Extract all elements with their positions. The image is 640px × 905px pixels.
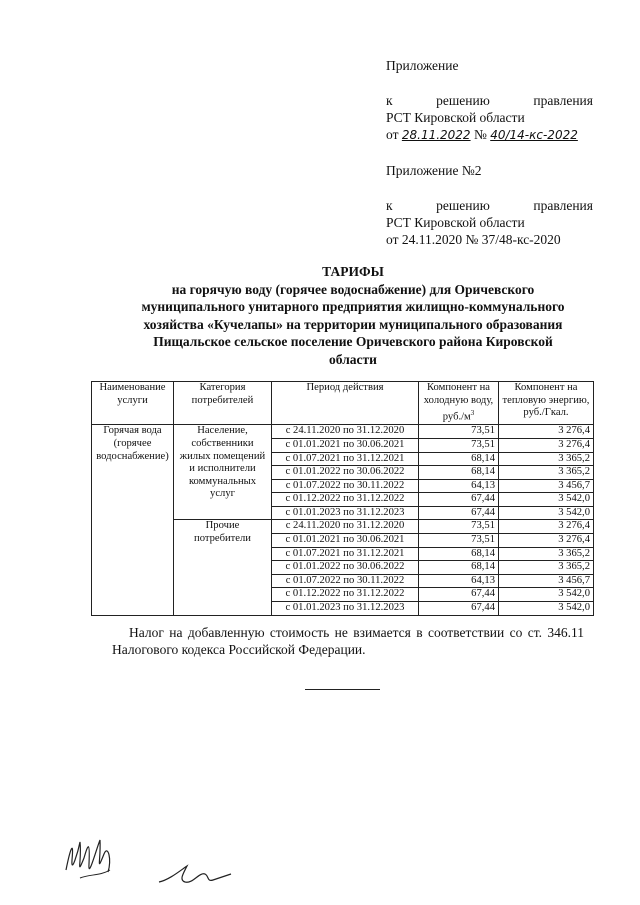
cell-cold: 73,51 (419, 534, 499, 548)
cell-category: Прочие потребители (174, 520, 272, 615)
cell-period: с 24.11.2020 по 31.12.2020 (272, 520, 419, 534)
tax-note (112, 624, 584, 658)
cell-heat: 3 456,7 (499, 479, 594, 493)
cell-period: с 01.07.2021 по 31.12.2021 (272, 547, 419, 561)
appendix-1-authority: РСТ Кировской области (386, 110, 525, 125)
cell-period: с 01.07.2022 по 30.11.2022 (272, 574, 419, 588)
appendix-2-decision: от 24.11.2020 № 37/48-кс-2020 (386, 232, 561, 247)
cell-period: с 01.07.2022 по 30.11.2022 (272, 479, 419, 493)
cell-cold: 64,13 (419, 479, 499, 493)
appendix-2-word: правления (533, 198, 593, 213)
table-header-row (92, 382, 594, 425)
header-cold-component (419, 382, 499, 425)
appendix-1-line1 (386, 92, 593, 109)
appendix-2-line1 (386, 197, 593, 214)
cell-cold: 64,13 (419, 574, 499, 588)
cell-heat: 3 276,4 (499, 425, 594, 439)
title-line: на горячую воду (горячее водоснабжение) для Оричевского (171, 281, 535, 297)
appendix-1-word: к (386, 93, 393, 108)
title-line: муниципального унитарного предприятия жилищно-коммунального (141, 299, 565, 314)
cell-heat: 3 365,2 (499, 547, 594, 561)
cell-cold: 73,51 (419, 520, 499, 534)
cell-category: Население, собственники жилых помещений и исполнители коммунальных услуг (174, 425, 272, 520)
title-line: области (329, 351, 377, 367)
cell-cold: 73,51 (419, 438, 499, 452)
date-prefix: от (386, 127, 399, 142)
header-heat-component: Компонент на тепловую энергию, руб./Гкал. (499, 382, 594, 425)
appendix-2-word: к (386, 198, 393, 213)
cell-cold: 67,44 (419, 602, 499, 616)
cell-heat: 3 365,2 (499, 561, 594, 575)
cell-heat: 3 542,0 (499, 602, 594, 616)
handwritten-number: 40/14-кс-2022 (490, 128, 578, 142)
title-line: Пищальское сельское поселение Оричевского района Кировской (153, 334, 553, 349)
cell-period: с 24.11.2020 по 31.12.2020 (272, 425, 419, 439)
tariffs-table (91, 381, 594, 616)
signature-right (155, 860, 235, 890)
cell-heat: 3 456,7 (499, 574, 594, 588)
cell-period: с 01.01.2021 по 30.06.2021 (272, 438, 419, 452)
header-cold-text: Компонент на холодную воду, руб./м (423, 382, 494, 423)
appendix-1-decision (386, 126, 593, 144)
header-cold-sup: 3 (470, 409, 475, 418)
appendix-1 (386, 57, 593, 144)
cell-cold: 68,14 (419, 466, 499, 480)
cell-period: с 01.12.2022 по 31.12.2022 (272, 493, 419, 507)
table-row (92, 425, 594, 439)
cell-heat: 3 365,2 (499, 466, 594, 480)
cell-cold: 68,14 (419, 547, 499, 561)
tax-note-line1: Налог на добавленную стоимость не взимается в соответствии со ст. 346.11 (129, 625, 584, 640)
cell-cold: 68,14 (419, 561, 499, 575)
handwritten-date: 28.11.2022 (401, 128, 471, 142)
cell-period: с 01.01.2023 по 31.12.2023 (272, 602, 419, 616)
cell-period: с 01.01.2023 по 31.12.2023 (272, 506, 419, 520)
number-sign: № (473, 127, 487, 142)
title-line: хозяйства «Кучелапы» на территории муниципального образования (143, 316, 563, 332)
cell-cold: 67,44 (419, 506, 499, 520)
signature-left (60, 830, 130, 890)
cell-heat: 3 542,0 (499, 506, 594, 520)
appendix-2-title: Приложение №2 (386, 163, 482, 178)
cell-cold: 67,44 (419, 493, 499, 507)
appendix-2 (386, 162, 593, 248)
cell-period: с 01.01.2022 по 30.06.2022 (272, 466, 419, 480)
cell-period: с 01.12.2022 по 31.12.2022 (272, 588, 419, 602)
cell-cold: 67,44 (419, 588, 499, 602)
cell-heat: 3 276,4 (499, 534, 594, 548)
cell-heat: 3 542,0 (499, 493, 594, 507)
cell-heat: 3 365,2 (499, 452, 594, 466)
cell-heat: 3 542,0 (499, 588, 594, 602)
cell-cold: 73,51 (419, 425, 499, 439)
appendix-2-authority: РСТ Кировской области (386, 215, 525, 230)
cell-period: с 01.07.2021 по 31.12.2021 (272, 452, 419, 466)
header-period: Период действия (272, 382, 419, 425)
appendix-2-word: решению (436, 198, 490, 213)
cell-service: Горячая вода (горячее водоснабжение) (92, 425, 174, 615)
cell-period: с 01.01.2022 по 30.06.2022 (272, 561, 419, 575)
tax-note-line2: Налогового кодекса Российской Федерации. (112, 642, 366, 657)
appendix-1-word: правления (533, 93, 593, 108)
cell-period: с 01.01.2021 по 30.06.2021 (272, 534, 419, 548)
document-title (118, 263, 588, 368)
cell-heat: 3 276,4 (499, 438, 594, 452)
cell-heat: 3 276,4 (499, 520, 594, 534)
title-main: ТАРИФЫ (322, 264, 384, 279)
cell-cold: 68,14 (419, 452, 499, 466)
header-category: Категория потребителей (174, 382, 272, 425)
appendix-1-word: решению (436, 93, 490, 108)
header-service: Наименование услуги (92, 382, 174, 425)
appendix-1-title: Приложение (386, 58, 459, 73)
closing-rule (305, 689, 380, 690)
